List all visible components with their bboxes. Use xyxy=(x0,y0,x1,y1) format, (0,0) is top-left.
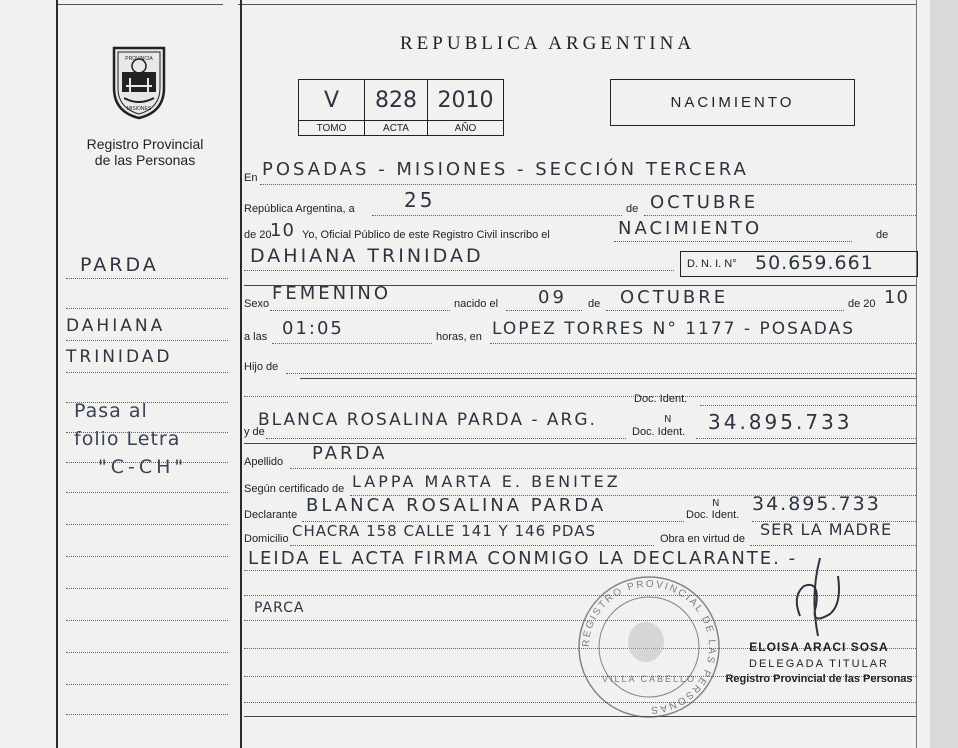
y-de-label: y de xyxy=(244,426,265,438)
margin-rule xyxy=(66,492,228,493)
margin-note-line3: "C-CH" xyxy=(98,456,188,478)
obra-label: Obra en virtud de xyxy=(660,533,745,545)
birth-day-value: 09 xyxy=(538,287,567,308)
de-label-2: de xyxy=(876,229,889,241)
margin-given-name-2: TRINIDAD xyxy=(66,347,173,367)
margin-rule xyxy=(66,714,228,715)
place-value: POSADAS - MISIONES - SECCIÓN TERCERA xyxy=(262,159,749,180)
continuation-text: LEIDA EL ACTA FIRMA CONMIGO LA DECLARANTE. - xyxy=(248,548,798,569)
top-rule-right xyxy=(238,4,916,5)
crest-text-bottom: MISIONES xyxy=(126,106,152,112)
certificado-label: Según certificado de xyxy=(244,483,345,495)
rule-mother xyxy=(266,438,626,439)
sexo-label: Sexo xyxy=(244,298,270,310)
doc-ident-label-2: Doc. Ident. xyxy=(632,426,686,438)
official-title: DELEGADA TITULAR xyxy=(749,658,889,670)
rule-month xyxy=(644,215,916,216)
declarante-value: BLANCA ROSALINA PARDA xyxy=(306,495,607,516)
tomo-label: TOMO xyxy=(299,121,365,136)
birth-place-value: LOPEZ TORRES N° 1177 - POSADAS xyxy=(492,319,856,339)
declarante-doc-value: 34.895.733 xyxy=(752,493,881,515)
top-rule-left xyxy=(58,4,223,5)
margin-rule xyxy=(66,524,228,525)
margin-rule xyxy=(66,340,228,341)
domicilio-value: CHACRA 158 CALLE 141 Y 146 PDAS xyxy=(292,522,597,540)
en-label: En xyxy=(244,172,258,184)
mother-doc-value: 34.895.733 xyxy=(708,410,853,434)
rule-birth-day xyxy=(506,310,582,311)
rule-place xyxy=(260,184,916,185)
page-edge-shadow xyxy=(930,0,958,748)
rule-name xyxy=(244,270,674,271)
rule-day xyxy=(372,215,622,216)
registry-name-line1: Registro Provincial xyxy=(86,136,204,152)
a-las-label: a las xyxy=(244,331,268,343)
de-label-1: de xyxy=(626,203,639,215)
margin-surname: PARDA xyxy=(80,254,159,276)
father-strike xyxy=(300,378,916,379)
margin-rule xyxy=(66,308,228,309)
de-20-label-2: de 20 xyxy=(848,298,876,310)
anio-value: 2010 xyxy=(428,80,504,121)
page-edge-line xyxy=(916,0,917,748)
year-suffix: 10 xyxy=(270,220,295,241)
rule-father-doc xyxy=(700,405,916,406)
crest-text-top: PROVINCIA xyxy=(125,56,153,62)
margin-line-right xyxy=(240,0,242,748)
registry-name-line2: de las Personas xyxy=(94,152,196,168)
margin-rule xyxy=(66,278,228,279)
margin-given-name-1: DAHIANA xyxy=(66,316,166,336)
tomo-value: V xyxy=(299,80,365,121)
stamp-ring-text: REGISTRO PROVINCIAL DE LAS PERSONAS xyxy=(580,578,718,716)
dni-label: D. N. I. N° xyxy=(687,258,737,270)
doc-ident-label-1: Doc. Ident. xyxy=(634,393,688,405)
rule-apellido xyxy=(290,468,916,469)
de-label-3: de xyxy=(588,298,601,310)
registry-name xyxy=(70,136,220,168)
inscribo-label: Yo, Oficial Público de este Registro Civil inscribo el xyxy=(302,229,550,241)
stamp-inner-text: VILLA CABELLO xyxy=(601,674,697,684)
margin-rule xyxy=(66,588,228,589)
obra-value: SER LA MADRE xyxy=(760,520,893,539)
rule-obra xyxy=(750,545,916,546)
book-reference-table xyxy=(298,79,504,136)
margin-rule xyxy=(66,556,228,557)
anio-label: AÑO xyxy=(428,121,504,136)
margin-rule xyxy=(66,684,228,685)
rule-birth-month xyxy=(606,310,844,311)
rule-birth-place xyxy=(490,343,916,344)
official-registry: Registro Provincial de las Personas xyxy=(725,673,913,685)
dni-box xyxy=(680,251,918,277)
dni-value: 50.659.661 xyxy=(755,252,874,274)
rule-father xyxy=(286,373,916,374)
republica-label: República Argentina, a xyxy=(244,203,355,215)
acta-value: 828 xyxy=(365,80,428,121)
country-title: REPUBLICA ARGENTINA xyxy=(400,33,696,54)
birth-year-suffix: 10 xyxy=(884,287,909,308)
month-value: OCTUBRE xyxy=(650,192,759,213)
sexo-value: FEMENINO xyxy=(272,283,392,304)
act-type-value: NACIMIENTO xyxy=(618,218,763,239)
rule-father-2 xyxy=(244,396,916,397)
rule-mother-doc xyxy=(696,438,916,439)
margin-note-line1: Pasa al xyxy=(74,400,148,422)
mother-doc-prefix: N xyxy=(664,414,672,425)
apellido-label: Apellido xyxy=(244,456,284,468)
official-signature-icon xyxy=(780,556,850,646)
de-20-label: de 20 xyxy=(244,229,272,241)
apellido-value: PARDA xyxy=(312,443,388,464)
nacido-label: nacido el xyxy=(454,298,499,310)
official-name: ELOISA ARACI SOSA xyxy=(749,640,889,654)
day-value: 25 xyxy=(404,188,436,212)
acta-label: ACTA xyxy=(365,121,428,136)
mother-name-value: BLANCA ROSALINA PARDA - ARG. xyxy=(258,410,597,430)
horas-en-label: horas, en xyxy=(436,331,482,343)
rule-time xyxy=(272,343,432,344)
margin-rule xyxy=(66,620,228,621)
rule-act-type xyxy=(614,241,852,242)
certificado-value: LAPPA MARTA E. BENITEZ xyxy=(352,472,621,491)
birth-month-value: OCTUBRE xyxy=(620,287,729,308)
provincial-crest-icon xyxy=(106,42,172,120)
margin-rule xyxy=(66,652,228,653)
rule-domicilio xyxy=(290,545,654,546)
record-type-box: NACIMIENTO xyxy=(610,79,855,126)
declarante-label: Declarante xyxy=(244,509,298,521)
declarante-doc-prefix: N xyxy=(712,498,720,509)
margin-line-left xyxy=(56,0,58,748)
official-round-stamp-icon xyxy=(574,572,724,722)
rule-sexo xyxy=(270,310,450,311)
birth-time-value: 01:05 xyxy=(282,318,344,339)
hijo-de-label: Hijo de xyxy=(244,361,279,373)
doc-ident-label-3: Doc. Ident. xyxy=(686,509,740,521)
declarant-signature: PARCA xyxy=(254,600,305,616)
margin-rule xyxy=(66,372,228,373)
margin-note-line2: folio Letra xyxy=(74,428,181,450)
domicilio-label: Domicilio xyxy=(244,533,289,545)
person-name-value: DAHIANA TRINIDAD xyxy=(250,245,484,267)
